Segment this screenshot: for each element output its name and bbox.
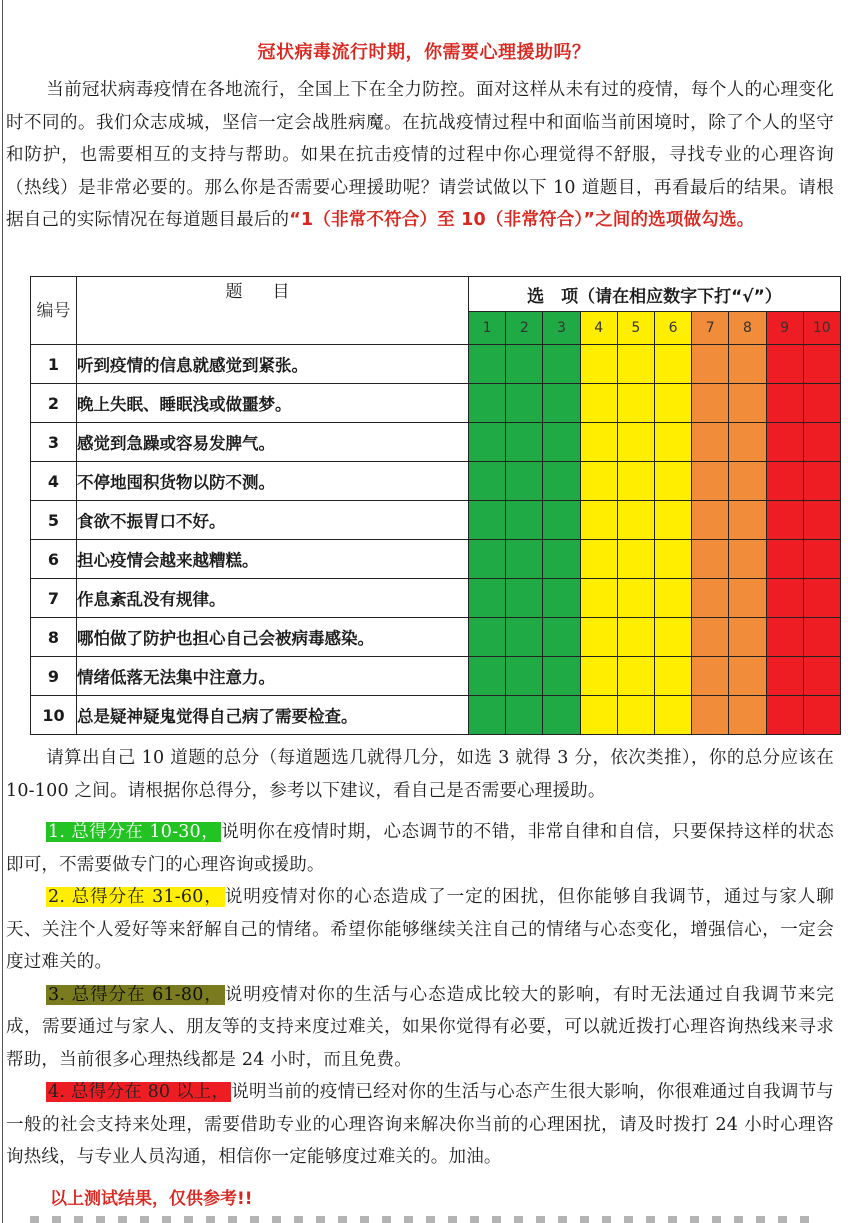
answer-cell-4[interactable] xyxy=(580,696,617,735)
answer-cell-7[interactable] xyxy=(692,501,729,540)
option-number-10: 10 xyxy=(803,312,840,345)
answer-cell-5[interactable] xyxy=(617,462,654,501)
table-row xyxy=(31,696,841,735)
answer-cell-5[interactable] xyxy=(617,696,654,735)
answer-cell-10[interactable] xyxy=(803,462,840,501)
question-number: 8 xyxy=(31,618,77,657)
answer-cell-10[interactable] xyxy=(803,423,840,462)
answer-cell-9[interactable] xyxy=(766,384,803,423)
answer-cell-7[interactable] xyxy=(692,696,729,735)
answer-cell-10[interactable] xyxy=(803,345,840,384)
answer-cell-5[interactable] xyxy=(617,384,654,423)
answer-cell-5[interactable] xyxy=(617,618,654,657)
quiz-body xyxy=(31,345,841,735)
question-text: 感觉到急躁或容易发脾气。 xyxy=(77,423,469,462)
table-row xyxy=(31,540,841,579)
suggestion-text: 说明当前的疫情已经对你的生活与心态产生很大影响，你很难通过自我调节与一般的社会支持来处理，需要借助专业的心理咨询来解决你当前的心理困扰，请及时拨打 24 小时心理咨询热线，与专业人员沟通，相信你一定能够度过难关的。加油。 xyxy=(6,1082,834,1167)
answer-cell-7[interactable] xyxy=(692,423,729,462)
answer-cell-3[interactable] xyxy=(543,462,580,501)
option-number-6: 6 xyxy=(654,312,691,345)
answer-cell-8[interactable] xyxy=(729,501,766,540)
answer-cell-3[interactable] xyxy=(543,423,580,462)
suggestion-item xyxy=(6,979,834,1077)
answer-cell-6[interactable] xyxy=(654,579,691,618)
scoring-instructions xyxy=(6,742,834,807)
option-number-2: 2 xyxy=(506,312,543,345)
answer-cell-6[interactable] xyxy=(654,618,691,657)
answer-cell-2[interactable] xyxy=(506,540,543,579)
table-row xyxy=(31,423,841,462)
answer-cell-9[interactable] xyxy=(766,423,803,462)
option-number-8: 8 xyxy=(729,312,766,345)
answer-cell-3[interactable] xyxy=(543,657,580,696)
table-row xyxy=(31,462,841,501)
answer-cell-4[interactable] xyxy=(580,579,617,618)
answer-cell-8[interactable] xyxy=(729,657,766,696)
answer-cell-8[interactable] xyxy=(729,618,766,657)
answer-cell-1[interactable] xyxy=(469,657,506,696)
answer-cell-1[interactable] xyxy=(469,384,506,423)
answer-cell-9[interactable] xyxy=(766,345,803,384)
answer-cell-8[interactable] xyxy=(729,696,766,735)
answer-cell-2[interactable] xyxy=(506,345,543,384)
question-text: 作息紊乱没有规律。 xyxy=(77,579,469,618)
question-text: 哪怕做了防护也担心自己会被病毒感染。 xyxy=(77,618,469,657)
answer-cell-3[interactable] xyxy=(543,618,580,657)
answer-cell-7[interactable] xyxy=(692,384,729,423)
header-question: 题目 xyxy=(77,277,469,345)
answer-cell-4[interactable] xyxy=(580,501,617,540)
score-range-badge: 1. 总得分在 10-30， xyxy=(48,822,220,842)
answer-cell-7[interactable] xyxy=(692,462,729,501)
answer-cell-10[interactable] xyxy=(803,501,840,540)
suggestions xyxy=(6,816,834,1174)
score-range-badge: 4. 总得分在 80 以上， xyxy=(48,1082,230,1102)
answer-cell-2[interactable] xyxy=(506,579,543,618)
header-number: 编号 xyxy=(31,277,77,345)
answer-cell-4[interactable] xyxy=(580,423,617,462)
answer-cell-1[interactable] xyxy=(469,696,506,735)
answer-cell-10[interactable] xyxy=(803,579,840,618)
option-number-3: 3 xyxy=(543,312,580,345)
answer-cell-10[interactable] xyxy=(803,384,840,423)
answer-cell-9[interactable] xyxy=(766,540,803,579)
answer-cell-1[interactable] xyxy=(469,540,506,579)
answer-cell-8[interactable] xyxy=(729,462,766,501)
answer-cell-10[interactable] xyxy=(803,540,840,579)
question-text: 担心疫情会越来越糟糕。 xyxy=(77,540,469,579)
header-options: 选 项（请在相应数字下打“√”） xyxy=(469,277,841,312)
answer-cell-2[interactable] xyxy=(506,618,543,657)
answer-cell-3[interactable] xyxy=(543,579,580,618)
question-text: 总是疑神疑鬼觉得自己病了需要检查。 xyxy=(77,696,469,735)
answer-cell-6[interactable] xyxy=(654,345,691,384)
question-text: 晚上失眠、睡眠浅或做噩梦。 xyxy=(77,384,469,423)
answer-cell-3[interactable] xyxy=(543,345,580,384)
suggestion-item xyxy=(6,881,834,979)
answer-cell-1[interactable] xyxy=(469,501,506,540)
answer-cell-10[interactable] xyxy=(803,696,840,735)
question-text: 听到疫情的信息就感觉到紧张。 xyxy=(77,345,469,384)
answer-cell-4[interactable] xyxy=(580,384,617,423)
table-row xyxy=(31,345,841,384)
answer-cell-6[interactable] xyxy=(654,696,691,735)
answer-cell-9[interactable] xyxy=(766,462,803,501)
answer-cell-4[interactable] xyxy=(580,345,617,384)
score-range-badge: 3. 总得分在 61-80， xyxy=(48,984,223,1005)
question-number: 6 xyxy=(31,540,77,579)
answer-cell-6[interactable] xyxy=(654,540,691,579)
answer-cell-9[interactable] xyxy=(766,657,803,696)
answer-cell-3[interactable] xyxy=(543,696,580,735)
answer-cell-2[interactable] xyxy=(506,696,543,735)
answer-cell-3[interactable] xyxy=(543,501,580,540)
quiz-table xyxy=(30,276,841,735)
answer-cell-9[interactable] xyxy=(766,501,803,540)
answer-cell-2[interactable] xyxy=(506,657,543,696)
option-number-4: 4 xyxy=(580,312,617,345)
answer-cell-7[interactable] xyxy=(692,345,729,384)
answer-cell-10[interactable] xyxy=(803,618,840,657)
table-row xyxy=(31,384,841,423)
answer-cell-5[interactable] xyxy=(617,423,654,462)
scoring-text: 请算出自己 10 道题的总分（每道题选几就得几分，如选 3 就得 3 分，依次类推），你的总分应该在 10-100 之间。请根据你总得分，参考以下建议，看自己是否需要心理援助。 xyxy=(6,748,834,801)
option-number-1: 1 xyxy=(469,312,506,345)
answer-cell-6[interactable] xyxy=(654,501,691,540)
answer-cell-5[interactable] xyxy=(617,579,654,618)
answer-cell-10[interactable] xyxy=(803,657,840,696)
answer-cell-4[interactable] xyxy=(580,462,617,501)
question-number: 5 xyxy=(31,501,77,540)
score-range-badge: 2. 总得分在 31-60， xyxy=(48,887,223,907)
answer-cell-1[interactable] xyxy=(469,579,506,618)
answer-cell-8[interactable] xyxy=(729,423,766,462)
answer-cell-5[interactable] xyxy=(617,657,654,696)
answer-cell-5[interactable] xyxy=(617,345,654,384)
answer-cell-1[interactable] xyxy=(469,618,506,657)
suggestion-text: 说明疫情对你的心态造成了一定的困扰，但你能够自我调节，通过与家人聊天、关注个人爱好等来舒解自己的情绪。希望你能够继续关注自己的情绪与心态变化，增强信心，一定会度过难关的。 xyxy=(6,887,834,972)
question-number: 4 xyxy=(31,462,77,501)
answer-cell-9[interactable] xyxy=(766,696,803,735)
question-number: 9 xyxy=(31,657,77,696)
answer-cell-6[interactable] xyxy=(654,384,691,423)
answer-cell-8[interactable] xyxy=(729,579,766,618)
suggestion-text: 说明你在疫情时期，心态调节的不错，非常自律和自信，只要保持这样的状态即可，不需要做专门的心理咨询或援助。 xyxy=(6,822,834,875)
question-text: 情绪低落无法集中注意力。 xyxy=(77,657,469,696)
answer-cell-7[interactable] xyxy=(692,540,729,579)
answer-cell-8[interactable] xyxy=(729,384,766,423)
option-number-9: 9 xyxy=(766,312,803,345)
answer-cell-7[interactable] xyxy=(692,618,729,657)
answer-cell-1[interactable] xyxy=(469,423,506,462)
question-text: 食欲不振胃口不好。 xyxy=(77,501,469,540)
answer-cell-9[interactable] xyxy=(766,618,803,657)
cut-off-text-line xyxy=(30,1216,820,1223)
answer-cell-2[interactable] xyxy=(506,384,543,423)
answer-cell-7[interactable] xyxy=(692,579,729,618)
table-row xyxy=(31,618,841,657)
answer-cell-9[interactable] xyxy=(766,579,803,618)
suggestion-item xyxy=(6,1076,834,1174)
answer-cell-2[interactable] xyxy=(506,423,543,462)
answer-cell-4[interactable] xyxy=(580,618,617,657)
answer-cell-6[interactable] xyxy=(654,462,691,501)
table-row xyxy=(31,501,841,540)
question-text: 不停地囤积货物以防不测。 xyxy=(77,462,469,501)
answer-cell-6[interactable] xyxy=(654,423,691,462)
option-number-7: 7 xyxy=(692,312,729,345)
suggestion-item xyxy=(6,816,834,881)
page-border xyxy=(2,0,3,1223)
answer-cell-3[interactable] xyxy=(543,384,580,423)
table-row xyxy=(31,657,841,696)
table-row xyxy=(31,579,841,618)
intro-paragraph xyxy=(6,74,834,237)
answer-cell-4[interactable] xyxy=(580,540,617,579)
answer-cell-5[interactable] xyxy=(617,540,654,579)
answer-cell-2[interactable] xyxy=(506,462,543,501)
answer-cell-5[interactable] xyxy=(617,501,654,540)
question-number: 3 xyxy=(31,423,77,462)
footer-note: 以上测试结果，仅供参考!! xyxy=(50,1189,253,1209)
question-number: 7 xyxy=(31,579,77,618)
answer-cell-3[interactable] xyxy=(543,540,580,579)
intro-highlight: “1（非常不符合）至 10（非常符合）”之间的选项做勾选。 xyxy=(289,210,755,230)
answer-cell-1[interactable] xyxy=(469,462,506,501)
suggestion-text: 说明疫情对你的生活与心态造成比较大的影响，有时无法通过自我调节来完成，需要通过与家人、朋友等的支持来度过难关，如果你觉得有必要，可以就近拨打心理咨询热线来寻求帮助，当前很多心理热线都是 24 小时，而且免费。 xyxy=(6,984,834,1070)
answer-cell-8[interactable] xyxy=(729,540,766,579)
option-number-5: 5 xyxy=(617,312,654,345)
answer-cell-4[interactable] xyxy=(580,657,617,696)
question-number: 2 xyxy=(31,384,77,423)
answer-cell-8[interactable] xyxy=(729,345,766,384)
question-number: 10 xyxy=(31,696,77,735)
answer-cell-7[interactable] xyxy=(692,657,729,696)
answer-cell-1[interactable] xyxy=(469,345,506,384)
question-number: 1 xyxy=(31,345,77,384)
answer-cell-6[interactable] xyxy=(654,657,691,696)
page-title: 冠状病毒流行时期，你需要心理援助吗？ xyxy=(257,42,591,63)
answer-cell-2[interactable] xyxy=(506,501,543,540)
intro-text: 当前冠状病毒疫情在各地流行，全国上下在全力防控。面对这样从未有过的疫情，每个人的心理变化时不同的。我们众志成城，坚信一定会战胜病魔。在抗战疫情过程中和面临当前困境时，除了个人的坚守和防护，也需要相互的支持与帮助。如果在抗击疫情的过程中你心理觉得不舒服，寻找专业的心理咨询（热线）是非常必要的。那么你是否需要心理援助呢？请尝试做以下 10 道题目，再看最后的结果。请根据自己的实际情况在每道题目最后的 xyxy=(6,80,834,230)
